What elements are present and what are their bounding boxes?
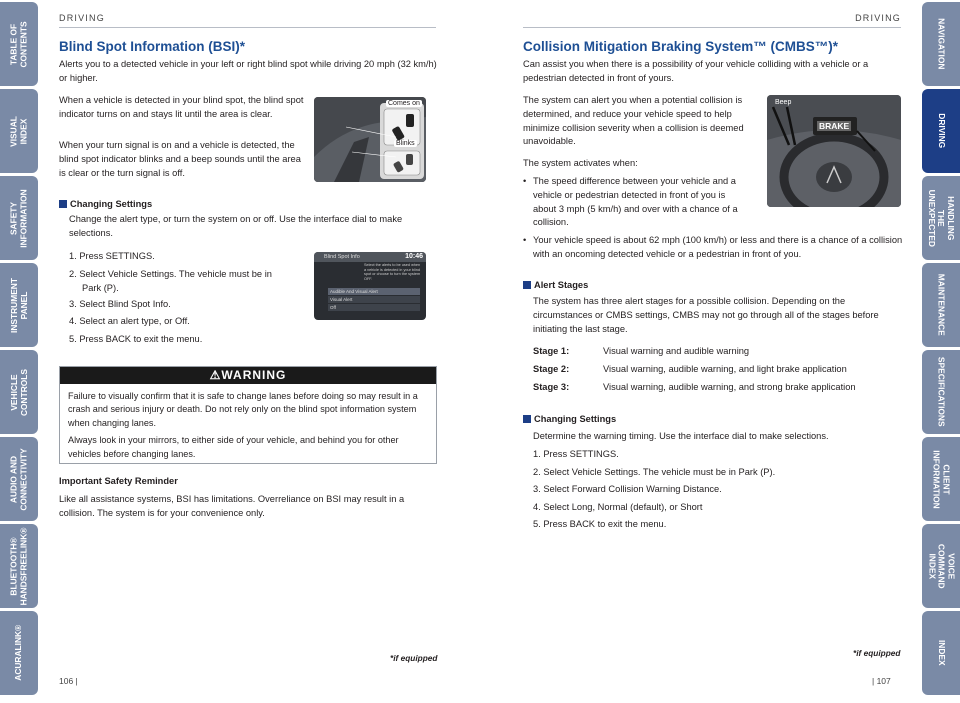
page-number-right: | 107 [872, 676, 891, 686]
alert-stages-text: The system has three alert stages for a possible collision. Depending on the circumstances or CMBS settings, CMBS may not go through all of the stages before initiating the last stage. [533, 296, 879, 334]
list-item: • The speed difference between your vehicle and a vehicle or pedestrian detected in front of you is about 3 mph (5 km/h) and over with a chance of a collision. [523, 175, 748, 230]
running-header-left: DRIVING [59, 13, 105, 23]
square-bullet-icon [523, 415, 531, 423]
list-item: 3. Select Forward Collision Warning Distance. [533, 484, 722, 494]
cmbs-changing-settings-text: Determine the warning timing. Use the interface dial to make selections. [533, 431, 829, 441]
list-item: 3. Select Blind Spot Info. [69, 298, 171, 309]
bullet-icon: • [523, 235, 527, 246]
list-item: Park (P). [82, 282, 119, 293]
screen-option[interactable]: Off [328, 304, 420, 311]
stage-row: Stage 2: Visual warning, audible warning, and light brake application [533, 364, 847, 374]
screen-title-bar [314, 252, 426, 262]
bsi-intro: Alerts you to a detected vehicle in your left or right blind spot while driving 20 mph (32 km/h) or higher. [59, 59, 437, 83]
screen-options [328, 288, 420, 311]
screen-title: Blind Spot Info [324, 254, 360, 260]
list-item: 5. Press BACK to exit the menu. [533, 519, 667, 529]
tab-safety-information[interactable]: SAFETY INFORMATION [0, 176, 38, 260]
tab-bluetooth-handsfreelink[interactable]: BLUETOOTH® HANDSFREELINK® [0, 524, 38, 608]
reminder-text: Like all assistance systems, BSI has limitations. Overreliance on BSI may result in a collision. The system is for your convenience only. [59, 494, 405, 518]
tab-client-information[interactable]: CLIENT INFORMATION [922, 437, 960, 521]
bsi-settings-screen [314, 252, 426, 320]
bsi-changing-settings-text: Change the alert type, or turn the system on or off. Use the interface dial to make selections. [69, 214, 403, 238]
left-nav-tabs [0, 0, 38, 703]
brake-indicator: BRAKE [819, 121, 850, 131]
cmbs-para-alert: The system can alert you when a potential collision is determined, and reduce your vehicle speed to help minimize collision severity when a collision is deemed unavoidable. [523, 95, 744, 147]
cmbs-steps-list [533, 446, 893, 534]
stage-row: Stage 1: Visual warning and audible warning [533, 346, 750, 356]
list-item: 1. Press SETTINGS. [533, 449, 619, 459]
stage-row: Stage 3: Visual warning, audible warning, and strong brake application [533, 382, 856, 392]
tab-index[interactable]: INDEX [922, 611, 960, 695]
warning-text-1: Failure to visually confirm that it is safe to change lanes before doing so may result in a crash and serious injury or death. Do not rely only on the blind spot information system when changing lanes. [68, 391, 418, 428]
page-number-left: 106 | [59, 676, 78, 686]
tab-vehicle-controls[interactable]: VEHICLE CONTROLS [0, 350, 38, 434]
label-comes-on: Comes on [388, 100, 420, 107]
cmbs-para-activates: The system activates when: [523, 158, 638, 168]
square-bullet-icon [59, 200, 67, 208]
list-item: 1. Press SETTINGS. [69, 251, 155, 261]
reminder-heading: Important Safety Reminder [59, 476, 178, 486]
header-rule-right [523, 27, 901, 28]
tab-audio-connectivity[interactable]: AUDIO AND CONNECTIVITY [0, 437, 38, 521]
tab-driving[interactable]: DRIVING [922, 89, 960, 173]
header-rule-left [59, 27, 436, 28]
bsi-steps-list [69, 248, 309, 348]
cmbs-title: Collision Mitigation Braking System™ (CMBS™)* [523, 39, 839, 54]
tab-table-of-contents[interactable]: TABLE OF CONTENTS [0, 2, 38, 86]
footnote-left: *if equipped [390, 653, 438, 663]
square-bullet-icon [523, 281, 531, 289]
alert-stages-heading: Alert Stages [523, 279, 588, 292]
tab-navigation[interactable]: NAVIGATION [922, 2, 960, 86]
label-blinks: Blinks [396, 140, 415, 147]
warning-header: ⚠WARNING [60, 367, 436, 384]
list-item: 2. Select Vehicle Settings. The vehicle must be in Park (P). [533, 466, 776, 477]
tab-acuralink[interactable]: ACURALINK® [0, 611, 38, 695]
running-header-right: DRIVING [855, 13, 901, 23]
list-item: 5. Press BACK to exit the menu. [69, 333, 203, 344]
screen-option[interactable]: Audible And Visual Alert [328, 288, 420, 295]
right-nav-tabs [922, 0, 960, 703]
bsi-changing-settings-heading: Changing Settings [59, 198, 152, 211]
tab-voice-command-index[interactable]: VOICE COMMAND INDEX [922, 524, 960, 608]
tab-handling-unexpected[interactable]: HANDLING THE UNEXPECTED [922, 176, 960, 260]
warning-box [59, 366, 437, 464]
cmbs-changing-settings-heading: Changing Settings [523, 413, 616, 426]
dashboard-svg [767, 95, 901, 207]
tab-instrument-panel[interactable]: INSTRUMENT PANEL [0, 263, 38, 347]
warning-body [60, 384, 436, 461]
bsi-title: Blind Spot Information (BSI)* [59, 39, 245, 54]
list-item: 4. Select Long, Normal (default), or Short [533, 501, 703, 512]
bsi-para-turn-signal: When your turn signal is on and a vehicle is detected, the blind spot indicator blinks and a beep sounds until the area is clear or the turn signal is off. [59, 140, 301, 178]
cmbs-dashboard-illustration [767, 95, 901, 207]
bullet-icon: • [523, 176, 527, 186]
warning-triangle-icon: ⚠ [209, 368, 222, 382]
tab-visual-index[interactable]: VISUAL INDEX [0, 89, 38, 173]
warning-text-2: Always look in your mirrors, to either side of your vehicle, and behind you for other vehicles before changing lanes. [68, 435, 399, 459]
tab-specifications[interactable]: SPECIFICATIONS [922, 350, 960, 434]
list-item: 2. Select Vehicle Settings. The vehicle must be in [69, 268, 272, 279]
tab-maintenance[interactable]: MAINTENANCE [922, 263, 960, 347]
mirror-indicator-illustration [314, 97, 426, 182]
screen-description: Select the alerts to be used when a vehicle is detected in your blind spot or choose to turn the system OFF. [364, 263, 421, 281]
screen-clock: 10:46 [405, 253, 423, 260]
list-item: • Your vehicle speed is about 62 mph (100 km/h) or less and there is a chance of a collision with an oncoming detected vehicle or a pedestrian in front of you. [523, 234, 903, 262]
bsi-para-detected: When a vehicle is detected in your blind spot, the blind spot indicator turns on and stays lit until the area is clear. [59, 95, 304, 119]
footnote-right: *if equipped [853, 648, 901, 658]
screen-option[interactable]: Visual Alert [328, 296, 420, 303]
label-beep: Beep [775, 99, 792, 106]
cmbs-intro: Can assist you when there is a possibility of your vehicle colliding with a vehicle or a pedestrian detected in front of yours. [523, 59, 869, 83]
list-item: 4. Select an alert type, or Off. [69, 316, 190, 326]
